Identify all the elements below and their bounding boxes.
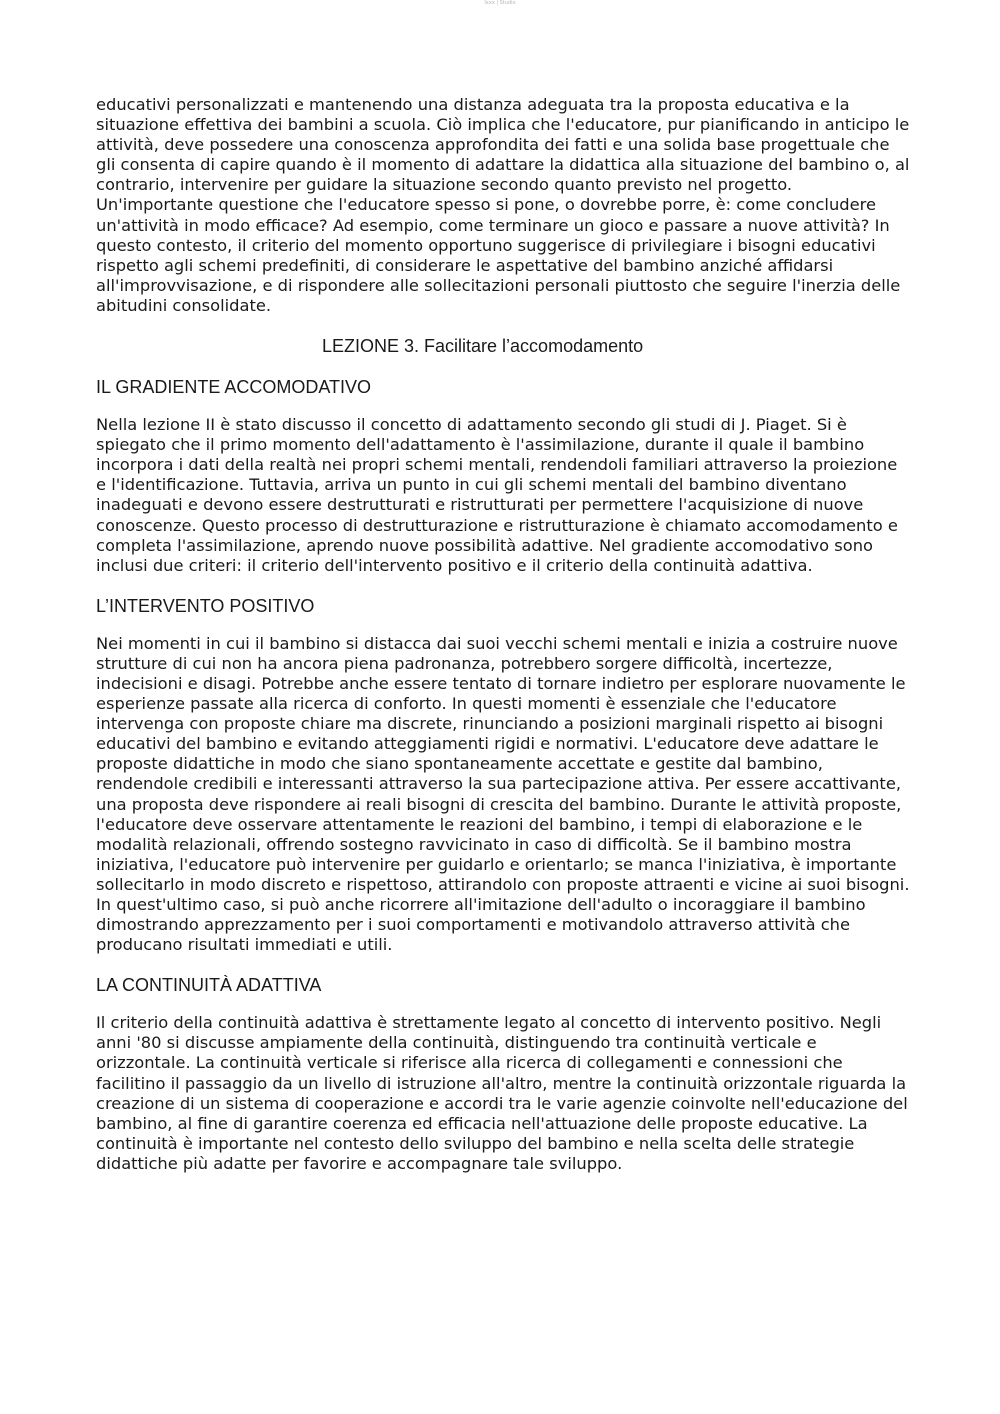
page-header-mark: Ixxx | Studio bbox=[484, 0, 516, 6]
intro-paragraph-1: educativi personalizzati e mantenendo una distanza adeguata tra la proposta educativa e la situazione effettiva dei bambini a scuola. Ciò implica che l'educatore, pur pianificando in anticipo le attività, deve possedere una conoscenza approfondita dei fatti e una solida base progettuale che gli consenta di capire quando è il momento di adattare la didattica alla situazione del bambino o, al contrario, intervenire per guidare la situazione secondo quanto previsto nel progetto. bbox=[96, 95, 910, 195]
section-heading-intervento: L’INTERVENTO POSITIVO bbox=[96, 595, 315, 616]
section-heading-gradiente: IL GRADIENTE ACCOMODATIVO bbox=[96, 377, 372, 398]
intro-paragraph-2: Un'importante questione che l'educatore spesso si pone, o dovrebbe porre, è: come concludere un'attività in modo efficace? Ad esempio, come terminare un gioco e passare a nuove attività? In questo contesto, il criterio del momento opportuno suggerisce di privilegiare i bisogni educativi rispetto agli schemi predefiniti, di considerare le aspettative del bambino anziché affidarsi all'improvvisazione, e di rispondere alle sollecitazioni personali piuttosto che seguire l'inerzia delle abitudini consolidate. bbox=[96, 195, 901, 315]
section-text-continuita: Il criterio della continuità adattiva è strettamente legato al concetto di intervento positivo. Negli anni '80 si discusse ampiamente della continuità, distinguendo tra continuità verticale e orizzontale. La continuità verticale si riferisce alla ricerca di collegamenti e connessioni che facilitino il passaggio da un livello di istruzione all'altro, mentre la continuità orizzontale riguarda la creazione di un sistema di cooperazione e accordi tra le varie agenzie coinvolte nell'educazione del bambino, al fine di garantire coerenza ed efficacia nell'attuazione delle proposte educative. La continuità è importante nel contesto dello sviluppo del bambino e nella scelta delle strategie didattiche più adatte per favorire e accompagnare tale sviluppo. bbox=[96, 1013, 908, 1173]
section-heading-continuita: LA CONTINUITÀ ADATTIVA bbox=[96, 975, 322, 996]
lesson-title: LEZIONE 3. Facilitare l’accomodamento bbox=[322, 336, 644, 357]
section-text-intervento: Nei momenti in cui il bambino si distacca dai suoi vecchi schemi mentali e inizia a costruire nuove strutture di cui non ha ancora piena padronanza, potrebbero sorgere difficoltà, incertezze, indecisioni e disagi. Potrebbe anche essere tentato di tornare indietro per esplorare nuovamente le esperienze passate alla ricerca di conforto. In questi momenti è essenziale che l'educatore intervenga con proposte chiare ma discrete, rinunciando a posizioni marginali rispetto ai bisogni educativi del bambino e evitando atteggiamenti rigidi e normativi. L'educatore deve adattare le proposte didattiche in modo che siano spontaneamente accettate e gestite dal bambino, rendendole credibili e interessanti attraverso la sua partecipazione attiva. Per essere accattivante, una proposta deve rispondere ai reali bisogni di crescita del bambino. Durante le attività proposte, l'educatore deve osservare attentamente le reazioni del bambino, i tempi di elaborazione e le modalità relazionali, offrendo sostegno ravvicinato in caso di difficoltà. Se il bambino mostra iniziativa, l'educatore può intervenire per guidarlo e orientarlo; se manca l'iniziativa, è importante sollecitarlo in modo discreto e rispettoso, attirandolo con proposte attraenti e vicine ai suoi bisogni. In quest'ultimo caso, si può anche ricorrere all'imitazione dell'adulto o incoraggiare il bambino dimostrando apprezzamento per i suoi comportamenti e motivandolo attraverso attività che producano risultati immediati e utili. bbox=[96, 633, 910, 955]
section-text-gradiente: Nella lezione II è stato discusso il concetto di adattamento secondo gli studi di J. Piaget. Si è spiegato che il primo momento dell'adattamento è l'assimilazione, durante il quale il bambino incorpora i dati della realtà nei propri schemi mentali, rendendoli familiari attraverso la proiezione e l'identificazione. Tuttavia, arriva un punto in cui gli schemi mentali del bambino diventano inadeguati e devono essere destrutturati e ristrutturati per permettere l'acquisizione di nuove conoscenze. Questo processo di destrutturazione e ristrutturazione è chiamato accomodamento e completa l'assimilazione, aprendo nuove possibilità adattive. Nel gradiente accomodativo sono inclusi due criteri: il criterio dell'intervento positivo e il criterio della continuità adattiva. bbox=[96, 415, 898, 575]
document-page bbox=[96, 95, 911, 1174]
